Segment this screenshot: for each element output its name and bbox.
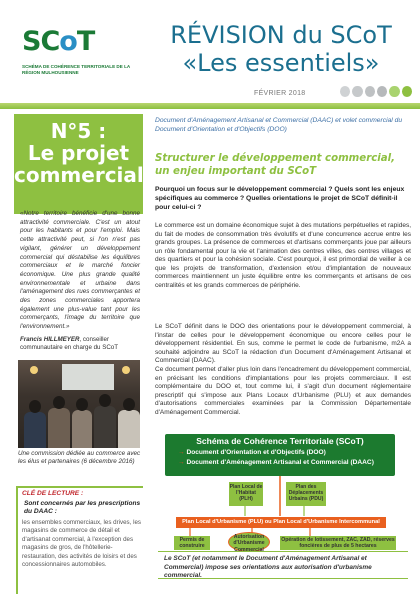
progress-dot bbox=[402, 86, 412, 97]
paragraph-3: Ce document permet d'aller plus loin dans l'encadrement du développement commercial, en précisant les conditions d'implantations pour les projets commerciaux. Il est complémentaire du DOO et, tout comme lui, il s'agit d'un document réglementaire prescriptif qui s'impose aux Plans Locaux d'Urbanisme (PLU) et aux demandes d'autorisations commerciales examinées par la Commission Départementale d'Aménagement Commercial. bbox=[155, 366, 411, 416]
intro-line: Document d'Aménagement Artisanal et Commercial (DAAC) et volet commercial du Document d'Orientation et d'Objectifs (DOO) bbox=[155, 117, 403, 133]
bottom-note: Le SCoT (et notamment le Document d'Aménagement Artisanal et Commercial) impose ses orientations aux autorisation d'urbanisme commercial. bbox=[158, 551, 408, 579]
person-head bbox=[123, 398, 135, 411]
person-head bbox=[99, 394, 111, 407]
photo-caption: Une commission dédiée au commerce avec les élus et partenaires (6 décembre 2016) bbox=[18, 450, 141, 465]
logo-part-t: T bbox=[76, 26, 95, 57]
person-head bbox=[76, 398, 88, 411]
scot-logo bbox=[22, 26, 94, 57]
pdu-box: Plan des Déplacements Urbains (PDU) bbox=[286, 482, 326, 506]
arrow-icon: → bbox=[178, 449, 185, 456]
progress-dot bbox=[352, 86, 362, 97]
progress-dot bbox=[377, 86, 387, 97]
author-name: Francis HILLMEYER bbox=[20, 336, 80, 343]
paragraph-1: Le commerce est un domaine économique sujet à des mutations perpétuelles et rapides, du fait de modes de consommation très évolutifs et d'une concurrence accrue entre les grands groupes. La présence de commerces et d'artisans commerçants joue par ailleurs un rôle fondamental pour la vie et l'animation des centres villes, des centres villages et des quartiers et pour la cohésion sociale. C'est pourquoi, il est primordial de veiller à ce que les projets de transformation, d'extension et/ou d'implantation de nouveaux commerces maintiennent un juste équilibre entre les commerçants et artisans de ces centralités et les grands commerces de périphérie. bbox=[155, 222, 411, 289]
person bbox=[48, 408, 70, 448]
issue-title-line2: commercial bbox=[14, 163, 144, 187]
autorisation-box: Autorisation d'Urbanisme Commercial bbox=[228, 532, 270, 552]
person bbox=[24, 412, 46, 448]
logo-subtitle: SCHÉMA DE COHÉRENCE TERRITORIALE DE LA RÉGION MULHOUSIENNE bbox=[22, 64, 131, 75]
plu-box: Plan Local d'Urbanisme (PLU) ou Plan Local d'Urbanisme Intercommunal (PLUI) bbox=[176, 517, 386, 528]
arrow-icon: → bbox=[178, 459, 185, 466]
operation-box: Opération de lotissement, ZAC, ZAD, réserves foncières de plus de 5 hectares bbox=[281, 537, 395, 550]
person bbox=[72, 410, 92, 448]
commission-photo bbox=[18, 360, 140, 448]
person-head bbox=[53, 396, 65, 409]
ceiling-lamp bbox=[122, 366, 130, 374]
schema-title: Schéma de Cohérence Territoriale (SCoT) bbox=[196, 436, 364, 446]
permis-box: Permis de construire bbox=[174, 536, 210, 550]
paragraph-2: Le SCoT définit dans le DOO des orientations pour le développement commercial, à l'instar de celles pour le développement économique ou encore celles pour le développement résidentiel. En sus, comme le permet le code de l'urbanisme, m2A a souhaité adjoindre au SCoT la rédaction d'un Document d'Aménagement Artisanal et Commercial (DAAC). bbox=[155, 323, 411, 364]
logo-part-sc: SC bbox=[22, 26, 60, 57]
quote-author bbox=[20, 336, 140, 352]
schema-line-daac: → Document d'Aménagement Artisanal et Commercial (DAAC) bbox=[178, 459, 374, 466]
ceiling-lamp bbox=[30, 366, 38, 374]
logo-part-o: o bbox=[59, 26, 77, 57]
person-head bbox=[29, 400, 41, 413]
progress-dot bbox=[389, 86, 399, 97]
quote-text: «Notre territoire bénéficie d'une bonne attractivité commerciale. C'est un atout pour les habitants et pour l'emploi. Mais cette attractivité peut, si l'on n'est pas vigilant, générer un développement commercial qui déstabilise les équilibres commerciaux et le marché foncier économique. Une plus grande qualité environnementale et urbaine dans l'aménagement des rues commerçantes et des zones commerciales apportera également une plus-value tant pour les commerçants, l'image du territoire que l'environnement.» bbox=[20, 210, 140, 331]
section-heading: Structurer le développement commercial, un enjeu important du SCoT bbox=[155, 153, 395, 177]
author-role: , conseiller communautaire en charge du SCoT bbox=[20, 336, 119, 351]
issue-title bbox=[14, 120, 143, 186]
progress-dot bbox=[340, 86, 350, 97]
progress-dots bbox=[340, 86, 412, 98]
lecture-text: les ensembles commerciaux, les drives, les magasins de commerce de détail et d'artisanat commercial, à l'exception des magasins de gros, de l'hôtellerie-restauration, des activités de loisirs et des concessionnaires automobiles. bbox=[22, 519, 141, 569]
projector-screen bbox=[62, 364, 114, 390]
person bbox=[94, 406, 116, 448]
progress-dot bbox=[365, 86, 375, 97]
issue-date: FÉVRIER 2018 bbox=[254, 90, 306, 97]
issue-number: N°5 : bbox=[50, 119, 107, 143]
issue-title-line1: Le projet bbox=[27, 141, 130, 165]
schema-line-doo: → Document d'Orientation et d'Objectifs (DOO) bbox=[178, 449, 326, 456]
lecture-lead: Sont concernés par les prescriptions du DAAC : bbox=[24, 500, 141, 516]
person bbox=[118, 410, 140, 448]
page-title: RÉVISION du SCoT bbox=[170, 21, 392, 49]
lecture-title: CLÉ DE LECTURE : bbox=[22, 490, 84, 497]
plh-box: Plan Local de l'Habitat (PLH) bbox=[229, 482, 263, 506]
key-questions: Pourquoi un focus sur le développement commercial ? Quels sont les enjeux spécifiques au commerce ? Quelles orientations le projet de SCoT définit-il pour celui-ci ? bbox=[155, 186, 405, 211]
header-divider bbox=[0, 103, 420, 109]
page-subtitle: «Les essentiels» bbox=[182, 49, 380, 77]
